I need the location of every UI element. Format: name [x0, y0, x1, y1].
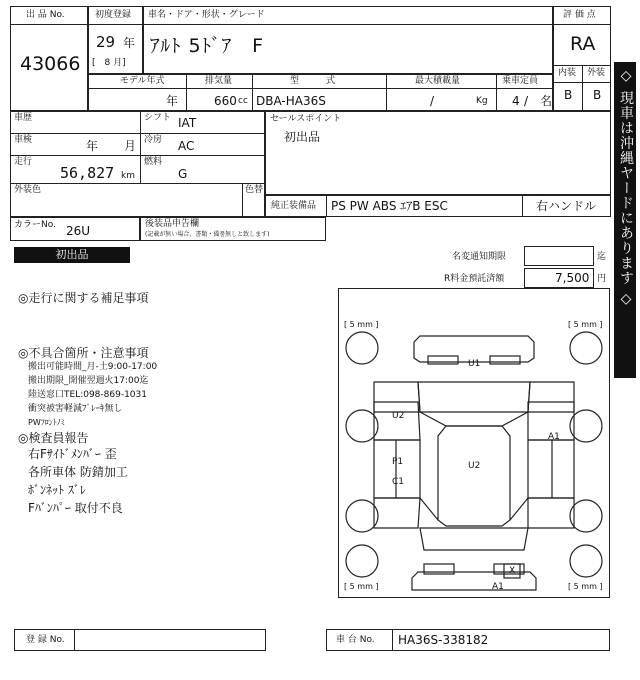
inspection-year-unit: 年: [86, 139, 99, 153]
mileage-value: 56,827: [60, 164, 115, 182]
mark-rear-x: X: [509, 566, 516, 576]
color-no-label: カラーNo.: [14, 220, 56, 230]
overall-grade: RA: [570, 33, 596, 55]
defect-line: PWﾌﾛﾝﾄﾉﾐ: [28, 418, 65, 427]
mark-rear-bumper: A1: [492, 582, 504, 592]
displacement-unit: cc: [238, 96, 248, 106]
capacity-unit: 名: [540, 94, 553, 108]
oem-value: PS PW ABS ｴｱB ESC: [331, 199, 448, 213]
first-reg-year-unit: 年: [123, 36, 136, 50]
inspection-month-unit: 月: [124, 139, 137, 153]
yard-location-banner: [614, 62, 636, 378]
lot-no: 43066: [20, 53, 81, 75]
shift-label: シフト: [144, 113, 172, 123]
mark-roof: U1: [468, 359, 481, 369]
fuel-value: G: [178, 167, 188, 181]
model-name-label: 車名・ドア・形状・グレード: [148, 10, 265, 20]
model-name: ｱﾙﾄ 5ﾄﾞｱ F: [150, 35, 265, 57]
color-no-value: 26U: [66, 224, 91, 238]
oem-label: 純正装備品: [271, 201, 317, 211]
mark-right-side: A1: [548, 432, 560, 442]
detail-left-box: [10, 111, 265, 217]
post-install-label: 後装品申告欄: [145, 219, 200, 229]
displacement: 660: [214, 94, 237, 108]
aircon-label: 冷房: [144, 135, 163, 145]
recycle-unit: 円: [597, 274, 607, 284]
tire-front-right: [ 5 mm ]: [568, 320, 603, 329]
sales-point-value: 初出品: [284, 130, 321, 144]
mark-center: U2: [468, 461, 481, 471]
mileage-label: 走行: [14, 157, 33, 167]
max-load-label: 最大積載量: [415, 76, 461, 86]
lot-no-label: 出 品 No.: [26, 10, 65, 20]
capacity: 4: [512, 94, 520, 108]
mark-pillar-c: C1: [392, 477, 405, 487]
chassis-label: 車 台 No.: [336, 635, 375, 645]
model-year-label: モデル年式: [120, 76, 165, 86]
defect-line: 衝突被害軽減ﾌﾞﾚｰｷ無し: [28, 404, 123, 414]
inspection-label: 車検: [14, 135, 33, 145]
interior-grade: B: [564, 88, 573, 102]
inspector-title: ◎検査員報告: [18, 431, 89, 445]
inspector-line: ﾎﾞﾝﾈｯﾄ ｽﾞﾚ: [28, 483, 86, 497]
tire-rear-left: [ 5 mm ]: [344, 582, 379, 591]
capacity-sep: /: [524, 94, 529, 108]
name-change-unit: 迄: [597, 252, 607, 262]
defect-line: 搬出可能時間_月-土9:00-17:00: [28, 362, 158, 372]
first-listing-badge: 初出品: [14, 247, 130, 263]
type-value: DBA-HA36S: [256, 94, 326, 108]
inspector-line: 各所車体 防錆加工: [28, 465, 128, 479]
mileage-unit: km: [121, 171, 135, 181]
handle-value: 右ハンドル: [536, 199, 597, 213]
grade-label: 評 価 点: [563, 10, 596, 20]
first-reg-year: 29: [96, 33, 116, 51]
type-label: 型 式: [290, 76, 336, 86]
inspector-line: 右Fｻｲﾄﾞﾒﾝﾊﾞｰ 歪: [28, 447, 117, 461]
yard-location-text: ◇ 現車は沖縄ヤードにあります ◇: [618, 68, 634, 308]
car-diagram: [338, 288, 610, 598]
interior-label: 内装: [558, 68, 577, 78]
recycle-amount: 7,500: [555, 271, 590, 285]
defect-line: 陸送窓口TEL:098-869-1031: [28, 390, 147, 400]
tire-rear-right: [ 5 mm ]: [568, 582, 603, 591]
chassis-value: HA36S-338182: [398, 633, 489, 647]
sales-point-label: セールスポイント: [270, 114, 342, 124]
shift-value: IAT: [178, 116, 197, 130]
defect-title: ◎不具合箇所・注意事項: [18, 346, 149, 360]
supplement-title: ◎走行に関する補足事項: [18, 291, 149, 305]
model-year-unit: 年: [166, 94, 179, 108]
color-change-label: 色替: [245, 185, 264, 195]
name-change-box: [524, 246, 594, 266]
exterior-color-label: 外装色: [14, 185, 42, 195]
max-load-sep: /: [430, 94, 435, 108]
tire-front-left: [ 5 mm ]: [344, 320, 379, 329]
mark-pillar-p: P1: [392, 457, 404, 467]
capacity-label: 乗車定員: [502, 76, 539, 86]
fuel-label: 燃料: [144, 157, 163, 167]
defect-line: 搬出期限_開催翌週火17:00迄: [28, 376, 149, 386]
exterior-grade: B: [593, 88, 602, 102]
aircon-value: AC: [178, 139, 195, 153]
name-change-label: 名変通知期限: [452, 252, 507, 262]
post-install-note: (記載が無い場合、書類・備품無しと致します): [145, 231, 270, 238]
mark-left-front: U2: [392, 411, 405, 421]
recycle-label: R料金預託済額: [444, 274, 505, 284]
history-label: 車歴: [14, 113, 33, 123]
first-reg-month: [ 8 月]: [92, 58, 126, 68]
reg-no-label: 登 録 No.: [26, 635, 65, 645]
exterior-label: 外装: [587, 68, 606, 78]
first-reg-label: 初度登録: [95, 10, 132, 20]
inspector-line: Fﾊﾞﾝﾊﾟｰ 取付不良: [28, 501, 123, 515]
displacement-label: 排気量: [205, 76, 233, 86]
max-load-unit: Kg: [476, 96, 488, 106]
